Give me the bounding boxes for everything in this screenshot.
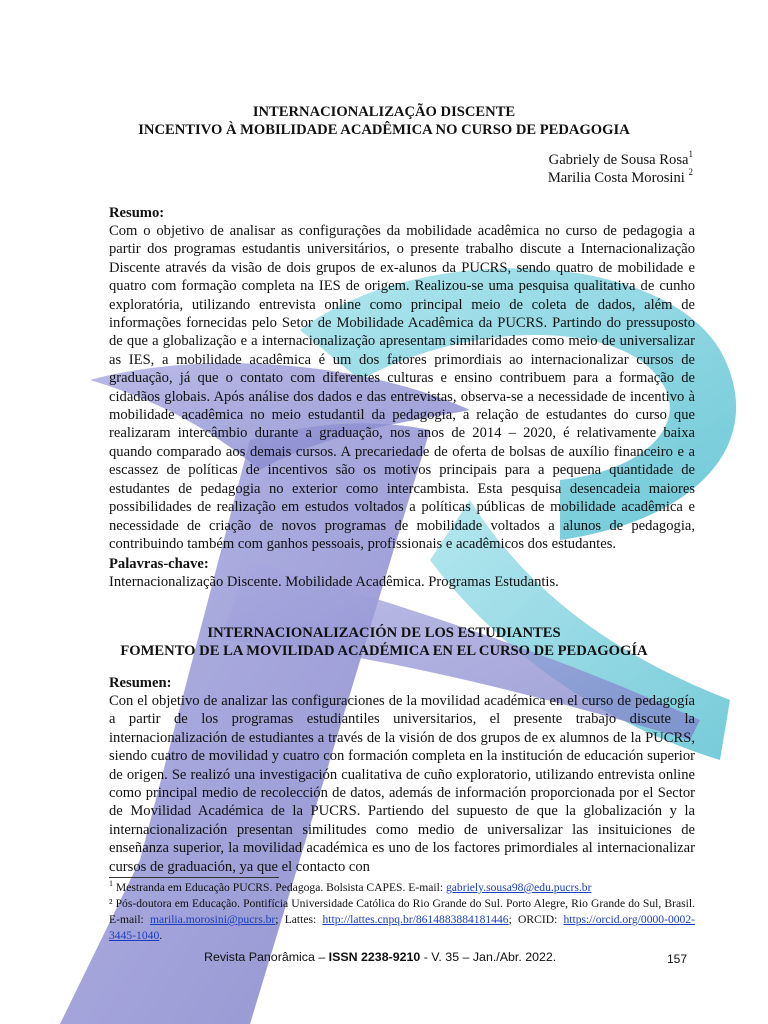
footnotes <box>109 880 695 944</box>
lattes-link[interactable]: http://lattes.cnpq.br/8614883884181446 <box>322 913 509 926</box>
footnote-2-email-link[interactable]: marilia.morosini@pucrs.br <box>149 913 276 926</box>
abstract-pt-heading: Resumo: <box>109 205 165 221</box>
journal-name: Revista Panorâmica – <box>204 950 329 964</box>
title-es-line1: INTERNACIONALIZACIÓN DE LOS ESTUDIANTES <box>207 625 561 641</box>
footnote-divider <box>109 877 279 878</box>
keywords-section <box>109 555 695 591</box>
journal-footer <box>204 950 556 964</box>
abstract-es <box>109 674 695 880</box>
author-list <box>548 151 693 187</box>
title-pt-line2: INCENTIVO À MOBILIDADE ACADÊMICA NO CURSO DE PEDAGOGIA <box>138 122 630 138</box>
footnote-1 <box>109 880 695 896</box>
author-1 <box>548 151 693 169</box>
footnote-2-end: . <box>159 929 163 942</box>
author-2 <box>548 169 693 187</box>
article-title-es <box>0 624 768 660</box>
footnote-2-orcid-label: ; ORCID: <box>508 913 564 926</box>
abstract-es-text: Con el objetivo de analizar las configuraciones de la movilidad académica en el curso de pedagogía a partir de los programas estudiantiles universitarios, el presente trabajo discute la internacionalización de estudiantes a través de la visión de dos grupos de ex alumnos de la PUCRS, siendo cuatro de movilidad y cuatro con formación completa en la institución de educación superior de origen. Se realizó una investigación cualitativa de cuño exploratorio, utilizando entrevista online como principal medio de recolección de datos, además de información proporcionada por el Sector de Movilidad Académica de la PUCRS. Partiendo del supuesto de que la globalización y la internacionalización presentan similitudes como medio de universalizar las insituiciones de enseñanza superior, la movilidad académica es uno de los factores primordiales al internacionalizar cursos de graduación, ya que el contacto con <box>109 693 695 875</box>
keywords-text: Internacionalização Discente. Mobilidade Acadêmica. Programas Estudantis. <box>109 574 559 590</box>
orcid-link[interactable]: https://orcid.org/0000-0002-3445-1040 <box>109 913 695 942</box>
title-pt-line1: INTERNACIONALIZAÇÃO DISCENTE <box>252 104 516 120</box>
title-es-line2: FOMENTO DE LA MOVILIDAD ACADÉMICA EN EL CURSO DE PEDAGOGÍA <box>120 643 648 659</box>
article-title-pt <box>0 103 768 139</box>
abstract-es-heading: Resumen: <box>109 675 172 691</box>
author-2-footnote-mark: 2 <box>688 167 693 177</box>
author-1-footnote-mark: 1 <box>688 149 693 159</box>
footnote-2-text: Pós-doutora em Educação. Pontifícia Universidade Católica do Rio Grande do Sul. Porto Alegre, Rio Grande do Sul, Brasil. E-mail: <box>109 897 695 926</box>
footnote-1-text: Mestranda em Educação PUCRS. Pedagoga. Bolsista CAPES. E-mail: <box>115 881 446 894</box>
abstract-pt-text: Com o objetivo de analisar as configurações da mobilidade acadêmica no curso de pedagogia a partir dos programas estudantis universitários, o presente trabalho discute a Internacionalização Discente através da visão de dois grupos de ex-alunos da PUCRS, sendo quatro de mobilidade e quatro com formação completa na IES de origem. Realizou-se uma pesquisa qualitativa de cunho exploratória, utilizando entrevista online como principal meio de coleta de dados, além de informações fornecidas pelo Setor de Mobilidade Acadêmica da PUCRS. Partindo do pressuposto de que a globalização e a internacionalização apresentam similaridades como meio de universalizar as IES, a mobilidade acadêmica é um dos fatores primordiais ao internacionalizar cursos de graduação, já que o contato com diferentes culturas e ensino contribuem para a formação de cidadãos globais. Após análise dos dados e das entrevistas, observa-se a necessidade de incentivo à mobilidade acadêmica no meio estudantil da pedagogia, a relação de estudantes do curso que realizaram intercâmbio durante a graduação, nos anos de 2014 – 2020, é relativamente baixa quando comparado aos demais cursos. A precariedade de oferta de bolsas de auxílio financeiro e a escassez de políticas de incentivos são os motivos principais para a pequena quantidade de estudantes de pedagogia no exterior como intercambista. Esta pesquisa desencadeia maiores possibilidades de realização em estudos voltados a políticas públicas de mobilidade acadêmica e necessidade de criação de novos programas de mobilidade voltados a alunos de pedagogia, contribuindo também com ganhos pessoais, profissionais e acadêmicos dos estudantes. <box>109 223 695 552</box>
keywords-heading: Palavras-chave: <box>109 556 209 572</box>
abstract-pt <box>109 204 695 553</box>
footnote-2-mark: ² <box>109 897 113 910</box>
page-number: 157 <box>667 952 688 966</box>
footnote-2 <box>109 896 695 944</box>
footnote-2-lattes-label: ; Lattes: <box>275 913 323 926</box>
author-1-name: Gabriely de Sousa Rosa <box>548 152 689 168</box>
journal-volume: - V. 35 – Jan./Abr. 2022. <box>420 950 557 964</box>
footnote-1-mark: 1 <box>109 879 113 888</box>
footnote-1-email-link[interactable]: gabriely.sousa98@edu.pucrs.br <box>445 881 592 894</box>
journal-issn: ISSN 2238-9210 <box>328 950 421 964</box>
author-2-name: Marilia Costa Morosini <box>547 170 685 186</box>
